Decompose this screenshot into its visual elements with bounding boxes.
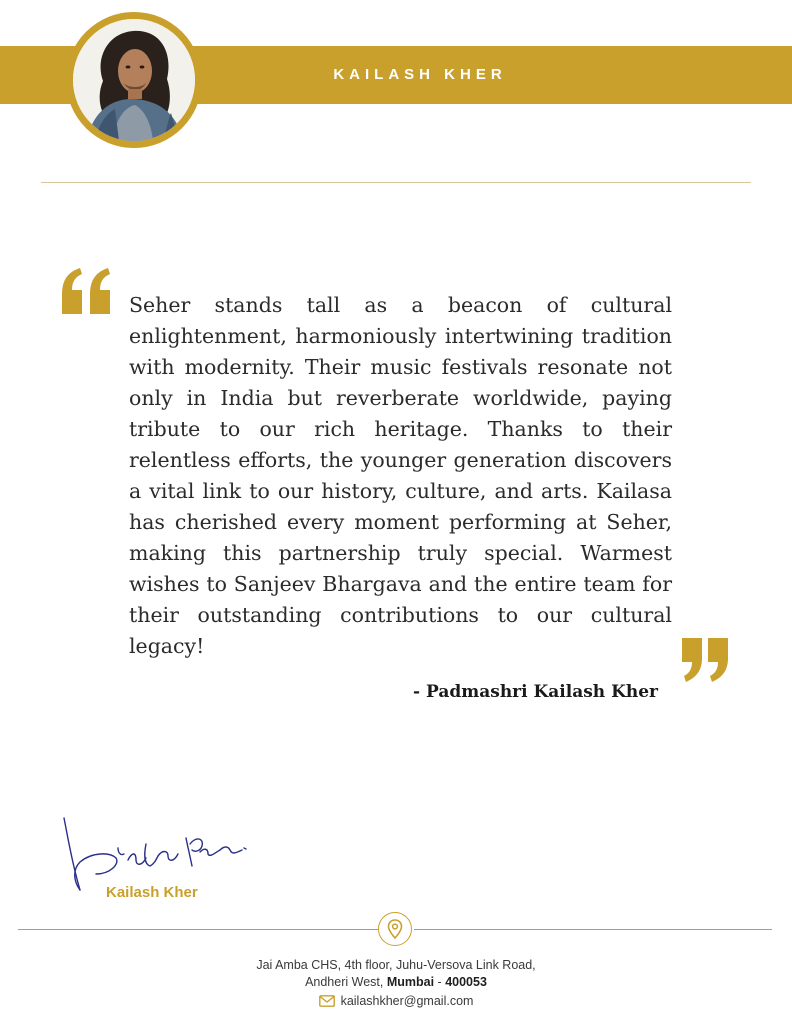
address-pin: 400053 [445,975,487,989]
footer-divider-right [414,929,772,930]
mail-icon [319,995,335,1007]
email-link[interactable]: kailashkher@gmail.com [340,994,474,1008]
testimonial-text: Seher stands tall as a beacon of cultural enlightenment, harmoniously intertwining tradition with modernity. Their music festivals resonate not only in India but reverberate worldwide, paying tribute to our rich heritage. Thanks to their relentless efforts, the younger generation discovers a vital link to our history, culture, and arts. Kailasa has cherished every moment performing at Seher, making this partnership truly special. Warmest wishes to Sanjeev Bhargava and the entire team for their outstanding contributions to our cultural legacy! [129,293,672,658]
header-name: KAILASH KHER [333,66,507,83]
avatar [66,12,202,148]
location-pin-icon [378,912,412,946]
portrait-photo [73,19,195,141]
open-quote-icon [58,266,116,318]
footer-email-row [196,994,596,1008]
footer-divider-left [18,929,378,930]
signature-name: Kailash Kher [106,884,198,901]
quote-attribution: - Padmashri Kailash Kher [413,682,658,702]
address-locality: Andheri West, [305,975,384,989]
address-separator: - [437,975,442,989]
address-line-2 [196,974,596,991]
address-line-1: Jai Amba CHS, 4th floor, Juhu-Versova Link Road, [256,958,536,972]
address-city: Mumbai [386,975,435,989]
close-quote-icon [680,636,732,684]
header-divider [41,182,751,183]
footer-address [196,957,596,991]
